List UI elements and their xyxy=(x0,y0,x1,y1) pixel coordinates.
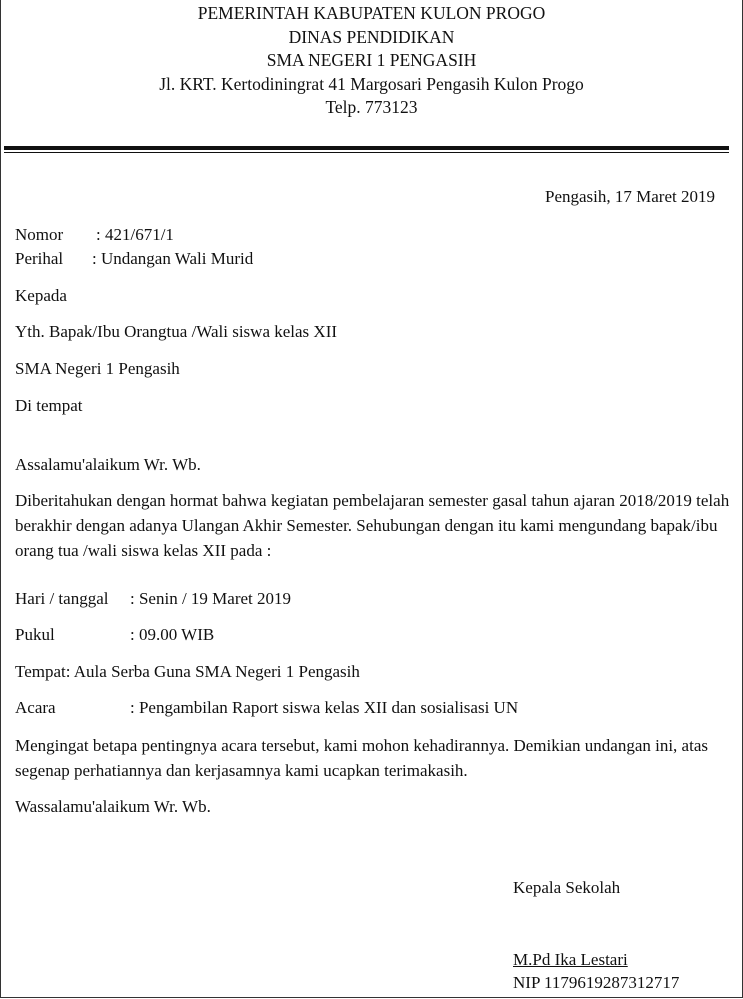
nomor-value: : 421/671/1 xyxy=(96,225,174,244)
letterhead-phone: Telp. 773123 xyxy=(325,97,418,117)
perihal-label: Perihal xyxy=(15,249,64,268)
letterhead-government: PEMERINTAH KABUPATEN KULON PROGO xyxy=(197,3,546,23)
place-date: Pengasih, 17 Maret 2019 xyxy=(545,187,715,206)
signature-nip: NIP 1179619287312717 xyxy=(513,973,680,992)
letterhead-address: Jl. KRT. Kertodiningrat 41 Margosari Pengasih Kulon Progo xyxy=(159,73,584,94)
intro-paragraph: Diberitahukan dengan hormat bahwa kegiatan pembelajaran semester gasal tahun ajaran 2018/2019 telah berakhir dengan adanya Ulangan Akhir Semester. Sehubungan dengan itu kami mengundang bapak/ibu orang tua /wali siswa kelas XII pada : xyxy=(15,491,730,560)
closing-greeting: Wassalamu'alaikum Wr. Wb. xyxy=(15,797,211,816)
tempat-line: Tempat: Aula Serba Guna SMA Negeri 1 Pengasih xyxy=(15,662,360,681)
signature-title: Kepala Sekolah xyxy=(513,878,621,897)
greeting: Assalamu'alaikum Wr. Wb. xyxy=(15,455,201,474)
acara-value: : Pengambilan Raport siswa kelas XII dan sosialisasi UN xyxy=(130,698,519,717)
signature-name: M.Pd Ika Lestari xyxy=(513,950,628,969)
recipient-di-tempat: Di tempat xyxy=(15,396,83,415)
nomor-label: Nomor xyxy=(15,225,64,244)
letterhead-thick-rule xyxy=(4,146,729,150)
letterhead-thin-rule xyxy=(4,152,729,153)
recipient-school: SMA Negeri 1 Pengasih xyxy=(15,359,180,378)
perihal-value: : Undangan Wali Murid xyxy=(92,249,254,268)
letterhead-school: SMA NEGERI 1 PENGASIH xyxy=(266,50,477,70)
acara-label: Acara xyxy=(15,698,56,717)
letterhead-department: DINAS PENDIDIKAN xyxy=(288,26,455,47)
hari-label: Hari / tanggal xyxy=(15,589,109,608)
letterhead xyxy=(0,2,743,120)
recipient-kepada: Kepada xyxy=(15,286,67,305)
hari-value: : Senin / 19 Maret 2019 xyxy=(130,589,292,608)
closing-paragraph: Mengingat betapa pentingnya acara tersebut, kami mohon kehadirannya. Demikian undangan ini, atas segenap perhatiannya dan kerjasamnya kami ucapkan terimakasih. xyxy=(15,736,708,780)
recipient-yth: Yth. Bapak/Ibu Orangtua /Wali siswa kelas XII xyxy=(15,322,338,341)
pukul-value: : 09.00 WIB xyxy=(130,625,215,644)
pukul-label: Pukul xyxy=(15,625,55,644)
